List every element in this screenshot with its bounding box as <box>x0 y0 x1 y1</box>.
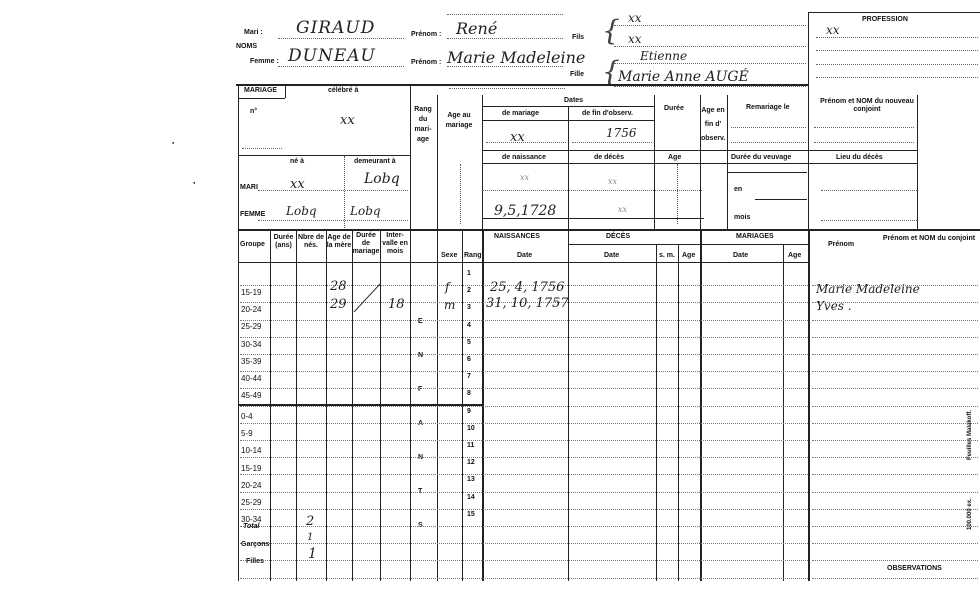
rang-header: Rang <box>464 252 482 259</box>
mariages-header: MARIAGES <box>736 233 774 240</box>
rang-number: 2 <box>467 287 471 294</box>
child-1-prenom: Marie Madeleine <box>816 282 920 296</box>
mari-dates-line <box>482 190 702 191</box>
rang-label: Rang du mari-age <box>414 106 432 143</box>
row-line-right <box>812 474 978 475</box>
lieu-deces-label: Lieu du décès <box>836 154 883 161</box>
femme-label: Femme : <box>250 58 279 65</box>
prenom-top-dots <box>447 14 563 15</box>
row-line <box>240 423 808 424</box>
row-line <box>240 388 808 389</box>
row-line <box>240 337 808 338</box>
mari-label: Mari : <box>244 29 263 36</box>
intervalle-header: Inter-valle en mois <box>382 232 408 255</box>
child-2-sexe: m <box>444 298 456 312</box>
col-line-11 <box>656 244 657 581</box>
enfants-letter: T <box>418 488 423 495</box>
row-line-right <box>812 457 978 458</box>
rang-number: 15 <box>467 511 475 518</box>
rang-number: 8 <box>467 390 471 397</box>
mari-prenom: René <box>456 19 498 38</box>
col-line-10 <box>568 229 569 581</box>
sm-header: s. m. <box>659 252 675 259</box>
row2-sub <box>482 163 917 164</box>
fille-line-1 <box>614 63 806 64</box>
en-label: en <box>734 186 743 193</box>
fin-observ-label: de fin d'observ. <box>582 110 633 117</box>
enfants-letter: S <box>418 522 423 529</box>
femme-deces: xx <box>618 205 628 214</box>
margin-dot: ● <box>172 140 175 145</box>
mariage-title-under <box>238 98 285 99</box>
fille-label: Fille <box>570 71 585 78</box>
subheader-line <box>568 244 808 245</box>
group-label: 0-4 <box>241 412 253 421</box>
rang-number: 13 <box>467 476 475 483</box>
femme-prenom: Marie Madeleine <box>447 48 586 67</box>
mari-prenom-label: Prénom : <box>411 31 442 38</box>
col-line-13 <box>700 229 702 581</box>
prenom-header: Prénom <box>828 241 855 248</box>
fils-line-2 <box>614 46 806 47</box>
row-line <box>240 509 808 510</box>
femme-dates-line <box>482 218 704 219</box>
rang-number: 14 <box>467 494 475 501</box>
duree-ans-header: Durée (ans) <box>273 234 294 249</box>
duree-label: Durée <box>664 105 684 112</box>
groupe-header: Groupe <box>240 241 265 248</box>
date-mariage-line <box>486 142 566 143</box>
duree-veuvage-label: Durée du veuvage <box>731 154 792 161</box>
filles-label: Filles <box>246 558 264 565</box>
mari-naissance: xx <box>520 173 530 182</box>
rang-number: 4 <box>467 322 471 329</box>
femme-prenom-label: Prénom : <box>411 59 442 66</box>
group-label: 20-24 <box>241 481 262 490</box>
group-label: 20-24 <box>241 305 262 314</box>
group-label: 10-14 <box>241 446 262 455</box>
row-line <box>240 457 808 458</box>
nbre-nes-header: Nbre de nés. <box>297 234 325 249</box>
mariage-box-bottom <box>238 155 410 156</box>
mari-row-label: MARI <box>240 184 258 191</box>
child-1-age-mere: 28 <box>330 279 347 294</box>
demeurant-label: demeurant à <box>354 158 396 165</box>
rang-number: 11 <box>467 442 475 449</box>
naissance-date-header: Date <box>517 252 533 259</box>
dates-label: Dates <box>564 97 584 104</box>
group-label: 40-44 <box>241 374 262 383</box>
femme-demeurant: Lobq <box>350 204 381 218</box>
sexe-header: Sexe <box>441 252 458 259</box>
child-1-date: 25, 4, 1756 <box>490 280 565 295</box>
group-label: 15-19 <box>241 464 262 473</box>
row-line-right <box>812 406 978 407</box>
dates-sub-under <box>482 120 654 121</box>
child-2-prenom: Yves . <box>816 299 852 313</box>
prenom-conjoint-header: Prénom et NOM du conjoint <box>882 235 976 242</box>
mariage-age-header: Age <box>788 252 802 259</box>
row-line <box>240 474 808 475</box>
lieu-deces-line <box>821 190 917 191</box>
mois-label: mois <box>734 214 751 221</box>
date-fin-line <box>572 142 652 143</box>
row-line-right <box>812 371 978 372</box>
garcons-value: 1 <box>307 532 314 543</box>
pere-femme: Etienne <box>640 49 688 63</box>
group-label: 25-29 <box>241 322 262 331</box>
femme-ne-a: Lobq <box>286 204 317 218</box>
deces-date-header: Date <box>604 252 620 259</box>
age-fin-label: Age en fin d' observ. <box>701 107 726 142</box>
duree-mariage-header: Durée de mariage <box>352 232 380 255</box>
header-bottom-rule <box>236 84 808 86</box>
date-fin-observ: 1756 <box>606 126 637 140</box>
row-line <box>240 354 808 355</box>
row-line <box>240 543 808 544</box>
total-label: Total <box>243 523 260 530</box>
femme-row-label: FEMME <box>240 211 266 218</box>
row-line-right <box>812 543 978 544</box>
child-2-intervalle: 18 <box>388 297 405 312</box>
femme-nom: DUNEAU <box>288 46 376 66</box>
age-col-label: Age <box>668 154 682 161</box>
row-line <box>240 560 808 561</box>
age-dot-divider-2 <box>677 164 678 224</box>
naissances-header: NAISSANCES <box>494 233 540 240</box>
header-bottom-left <box>238 262 410 263</box>
enfants-letter: N <box>418 352 424 359</box>
row-line <box>240 492 808 493</box>
deces-header: DÉCÈS <box>606 233 631 240</box>
rang-number: 5 <box>467 339 471 346</box>
col-line-14 <box>783 244 784 581</box>
nouveau-conjoint-label: Prénom et NOM du nouveau conjoint <box>820 98 914 113</box>
lieu-deces-line-2 <box>821 220 917 221</box>
row-line <box>240 320 808 321</box>
row-line <box>240 371 808 372</box>
mere-femme: Marie Anne AUGÉ <box>618 69 749 85</box>
remariage-label: Remariage le <box>746 104 790 111</box>
enfants-letter: E <box>418 318 423 325</box>
fille-line-2 <box>614 86 806 87</box>
observations-label: OBSERVATIONS <box>887 565 942 572</box>
profession-line-2 <box>816 50 978 51</box>
row-line-right <box>812 509 978 510</box>
fils-brace: { <box>602 14 620 47</box>
celebre-label: célébré à <box>328 87 359 94</box>
age-mere-header: Age de la mère <box>326 234 352 249</box>
mariage-date-header: Date <box>733 252 749 259</box>
rang-number: 1 <box>467 270 471 277</box>
child-2-date: 31, 10, 1757 <box>486 296 569 311</box>
row-line <box>240 526 808 527</box>
row2-top <box>482 150 917 151</box>
rang-right <box>437 95 438 230</box>
margin-dot-2: ● <box>193 180 196 185</box>
conjoint-right <box>917 95 918 230</box>
row-line-right <box>812 354 978 355</box>
row-line-right <box>812 492 978 493</box>
group-label: 5-9 <box>241 429 253 438</box>
mari-demeurant: Lobq <box>364 171 400 187</box>
group-label: 30-34 <box>241 515 262 524</box>
ne-a-label: né à <box>290 158 305 165</box>
row-line-right <box>812 423 978 424</box>
header-bottom <box>410 262 808 263</box>
row-line-right <box>812 560 978 561</box>
remariage-line-2 <box>731 142 806 143</box>
profession-value: xx <box>826 23 840 37</box>
mari-nom-line <box>278 38 404 39</box>
enfants-letter: N <box>418 454 424 461</box>
row-line-right <box>812 320 978 321</box>
mariage-title: MARIAGE <box>244 87 278 94</box>
dates-mid <box>568 106 569 230</box>
row-line <box>240 406 808 407</box>
femme-nom-line <box>278 66 404 67</box>
left-border <box>238 84 239 230</box>
de-mariage-label: de mariage <box>502 110 539 117</box>
date-mariage: xx <box>510 130 525 145</box>
fils-line-1 <box>614 25 806 26</box>
fille-brace: { <box>602 55 620 88</box>
garcons-label: Garçons <box>241 541 270 548</box>
group-label: 35-39 <box>241 357 262 366</box>
child-2-age-mere: 29 <box>330 297 347 312</box>
fils-line1-value: xx <box>628 32 642 46</box>
row-line <box>240 578 808 579</box>
veuvage-line-1 <box>727 172 807 173</box>
numero-label: n° <box>250 108 258 115</box>
prenom-bottom-dots <box>449 88 565 89</box>
group-label: 15-19 <box>241 288 262 297</box>
femme-row-line <box>258 220 408 221</box>
veuvage-line-2 <box>755 199 807 200</box>
row-line-right <box>812 337 978 338</box>
col-line-15 <box>808 229 810 581</box>
rang-number: 7 <box>467 373 471 380</box>
duree-mariage-slash <box>352 282 382 314</box>
profession-line-1 <box>816 37 978 38</box>
femme-naissance: 9,5,1728 <box>494 203 557 219</box>
enfants-letter: A <box>418 420 424 427</box>
profession-divider <box>808 12 809 230</box>
profession-line-3 <box>816 64 978 65</box>
mari-prenom-line <box>447 38 563 39</box>
rang-left <box>410 84 411 230</box>
filles-value: 1 <box>308 546 317 562</box>
profession-line-4 <box>816 77 978 78</box>
rang-number: 6 <box>467 356 471 363</box>
femme-prenom-line <box>447 66 563 67</box>
mariage-title-divider <box>285 84 286 98</box>
deces-age-header: Age <box>682 252 696 259</box>
age-dot-divider <box>460 164 461 224</box>
total-value: 2 <box>306 514 315 529</box>
mari-nom: GIRAUD <box>296 18 376 38</box>
printer-text: Feuilles Malakoff. <box>967 409 973 460</box>
rang-number: 10 <box>467 425 475 432</box>
profession-top <box>808 12 980 13</box>
mari-row-line <box>258 190 408 191</box>
ne-demeurant-divider <box>344 156 345 228</box>
group-label: 45-49 <box>241 391 262 400</box>
de-naissance-label: de naissance <box>502 154 546 161</box>
row-line-right <box>812 440 978 441</box>
row-line <box>240 440 808 441</box>
noms-label: NOMS <box>236 43 257 50</box>
mari-ne-a: xx <box>290 177 305 192</box>
pere-mari: xx <box>628 11 642 25</box>
col-line-9 <box>482 229 484 581</box>
copies-text: 100.000 ex. <box>967 498 973 530</box>
row-line-right <box>812 578 978 579</box>
enfants-letter: F <box>418 386 423 393</box>
children-top-rule <box>238 229 980 231</box>
remariage-line <box>731 127 806 128</box>
rang-number: 12 <box>467 459 475 466</box>
conjoint-line <box>814 127 914 128</box>
row-line-right <box>812 526 978 527</box>
rang-number: 9 <box>467 408 471 415</box>
profession-label: PROFESSION <box>862 16 908 23</box>
child-1-sexe: f <box>445 280 450 294</box>
age-mariage-label: Age au mariage <box>445 112 473 129</box>
rang-number: 3 <box>467 304 471 311</box>
numero-dots <box>242 148 282 149</box>
fils-label: Fils <box>572 34 585 41</box>
group-label: 30-34 <box>241 340 262 349</box>
lieu-mariage: xx <box>340 113 355 128</box>
group-label: 25-29 <box>241 498 262 507</box>
conjoint-line-2 <box>814 142 914 143</box>
col-line-12 <box>678 244 679 581</box>
mari-deces: xx <box>608 177 618 186</box>
row-line-right <box>812 388 978 389</box>
de-deces-label: de décès <box>594 154 624 161</box>
